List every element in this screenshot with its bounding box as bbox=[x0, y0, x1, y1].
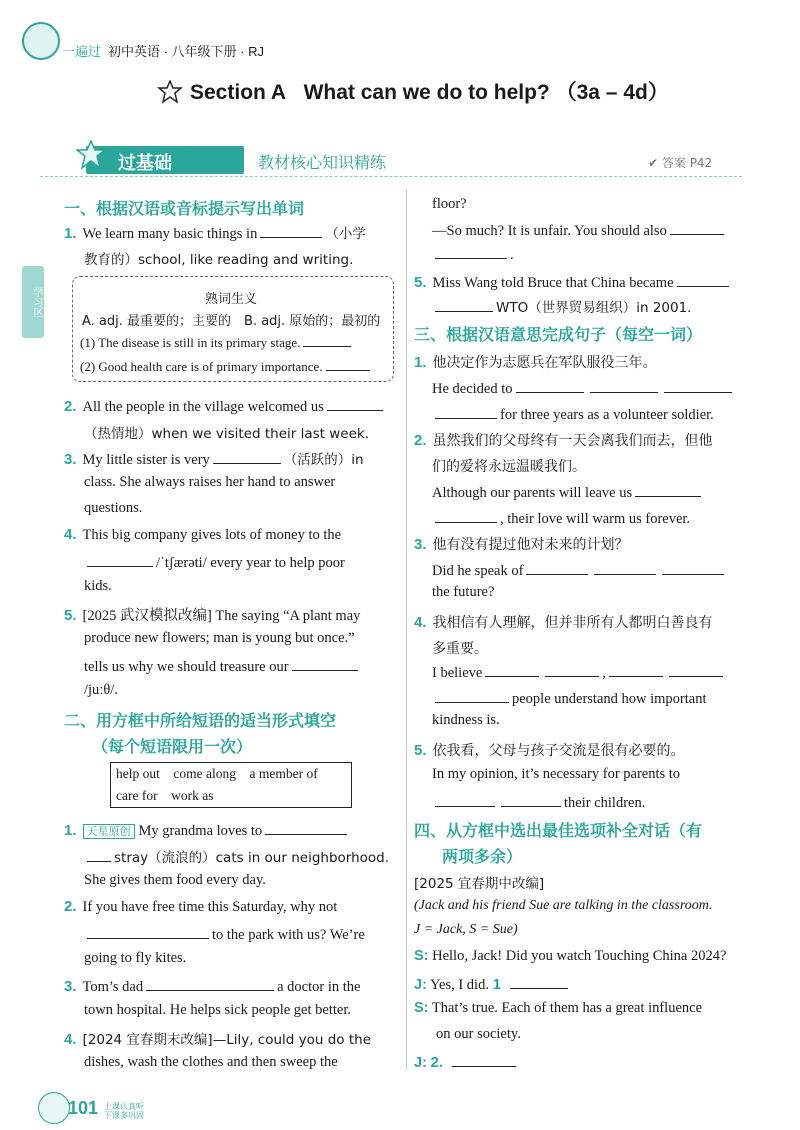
b3-line-1: 3. Tom’s dad a doctor in the bbox=[64, 978, 361, 995]
header-brand: 一遍过 bbox=[62, 44, 102, 59]
c1-line-2: for three years as a volunteer soldier. bbox=[432, 404, 714, 424]
q4-line-2: /ˈtʃærəti/ every year to help poor bbox=[84, 552, 345, 572]
q3-line-1: 3. My little sister is very （活跃的）in bbox=[64, 451, 364, 468]
section-4-title: 四、从方框中选出最佳选项补全对话（有 bbox=[414, 821, 703, 840]
c4-chinese-1: 4. 我相信有人理解，但并非所有人都明白善良有 bbox=[414, 614, 713, 631]
title-badge-icon bbox=[157, 80, 183, 104]
answer-ref: ✔ 答案 P42 bbox=[648, 156, 713, 170]
dialogue-line-4: J: 2. bbox=[414, 1052, 519, 1072]
c1-chinese: 1. 他决定作为志愿兵在军队服役三年。 bbox=[414, 354, 657, 371]
dialogue-line-3: S: That’s true. Each of them has a great influence bbox=[414, 1000, 703, 1016]
banner-subtitle: 教材核心知识精练 bbox=[258, 153, 387, 172]
vocab-definition: A. adj. 最重要的；主要的 B. adj. 原始的；最初的 bbox=[82, 314, 381, 329]
b4-cont-line-2: —So much? It is unfair. You should also bbox=[432, 220, 727, 240]
c3-chinese: 3. 他有没有提过他对未来的计划？ bbox=[414, 536, 629, 553]
q1-line-1: 1. We learn many basic things in （小学 bbox=[64, 225, 366, 242]
b2-line-3: going to fly kites. bbox=[84, 950, 187, 966]
b2-line-2: to the park with us? We’re bbox=[84, 924, 365, 944]
header-logo-icon bbox=[22, 22, 60, 60]
q5-line-2: produce new flowers; man is young but once.” bbox=[84, 630, 355, 646]
c2-chinese-2: 们的爱将永远温暖我们。 bbox=[432, 459, 586, 475]
page-number: 101 bbox=[68, 1098, 99, 1118]
dialogue-source: [2025 宜春期中改编] bbox=[414, 876, 545, 892]
vocab-sentence-1: (1) The disease is still in its primary stage. bbox=[80, 332, 354, 351]
c2-line-2: , their love will warm us forever. bbox=[432, 508, 690, 528]
c1-line-1: He decided to bbox=[432, 378, 735, 398]
banner bbox=[40, 146, 740, 174]
section-4-subtitle: 两项多余） bbox=[442, 847, 523, 866]
header-book: 初中英语 · 八年级下册 · RJ bbox=[108, 44, 264, 59]
q3-line-3: questions. bbox=[84, 500, 143, 516]
vocab-title: 熟词生义 bbox=[205, 292, 258, 307]
q5-line-4: /juːθ/. bbox=[84, 682, 118, 698]
section-2-subtitle: （每个短语限用一次） bbox=[92, 737, 253, 756]
q1-blank[interactable] bbox=[260, 223, 322, 238]
dialogue-line-3b: on our society. bbox=[436, 1026, 521, 1042]
b1-line-3: She gives them food every day. bbox=[84, 872, 266, 888]
b5-line-2: WTO（世界贸易组织）in 2001. bbox=[432, 296, 691, 317]
c4-line-2: people understand how important bbox=[432, 688, 707, 708]
b1-line-2: stray（流浪的）cats in our neighborhood. bbox=[84, 846, 389, 867]
dialogue-line-2: J: Yes, I did. 1 bbox=[414, 974, 571, 994]
c4-line-1: I believe , bbox=[432, 662, 726, 682]
column-divider bbox=[406, 190, 407, 1070]
b4-line-1: 4. [2024 宜春期末改编]—Lily, could you do the bbox=[64, 1031, 372, 1048]
b4-cont-line-3: . bbox=[432, 244, 514, 264]
side-tab: 学习区 bbox=[22, 266, 44, 338]
page-title: Section A What can we do to help? （3a – 4d） bbox=[190, 81, 669, 104]
original-tag: 天星原创 bbox=[83, 824, 135, 839]
footer-note: 上课认真听 下课多巩固 bbox=[104, 1102, 144, 1120]
dialogue-intro-1: (Jack and his friend Sue are talking in the classroom. bbox=[414, 898, 713, 913]
q4-line-3: kids. bbox=[84, 578, 112, 594]
section-1-title: 一、根据汉语或音标提示写出单词 bbox=[64, 199, 305, 218]
phrase-row-2: care for work as bbox=[116, 788, 214, 803]
b5-line-1: 5. Miss Wang told Bruce that China became bbox=[414, 272, 732, 292]
b3-line-2: town hospital. He helps sick people get better. bbox=[84, 1002, 351, 1018]
c5-line-1: In my opinion, it’s necessary for parents to bbox=[432, 766, 681, 782]
vocab-sentence-2: (2) Good health care is of primary importance. bbox=[80, 356, 373, 375]
c3-line-1: Did he speak of bbox=[432, 560, 727, 580]
c5-chinese: 5. 依我看，父母与孩子交流是很有必要的。 bbox=[414, 742, 685, 759]
q2-line-1: 2. All the people in the village welcomed us bbox=[64, 396, 386, 416]
q5-line-1: 5. [2025 武汉模拟改编] The saying “A plant may bbox=[64, 607, 361, 624]
q1-line-2: 教育的）school, like reading and writing. bbox=[84, 252, 354, 268]
banner-tag-label: 过基础 bbox=[118, 153, 172, 173]
dialogue-line-1: S: Hello, Jack! Did you watch Touching China 2024? bbox=[414, 948, 727, 964]
section-2-title: 二、用方框中所给短语的适当形式填空 bbox=[64, 711, 337, 730]
c4-line-3: kindness is. bbox=[432, 712, 500, 728]
q3-line-2: class. She always raises her hand to answer bbox=[84, 474, 336, 490]
banner-rule bbox=[40, 176, 742, 177]
banner-mascot-icon bbox=[76, 140, 106, 170]
b4-line-2: dishes, wash the clothes and then sweep the bbox=[84, 1054, 338, 1070]
c5-line-2: their children. bbox=[432, 792, 645, 812]
phrase-row-1: help out come along a member of bbox=[116, 766, 318, 781]
section-3-title: 三、根据汉语意思完成句子（每空一词） bbox=[414, 325, 703, 344]
c2-chinese-1: 2. 虽然我们的父母终有一天会离我们而去，但他 bbox=[414, 432, 713, 449]
c4-chinese-2: 多重要。 bbox=[432, 641, 488, 657]
dialogue-intro-2: J = Jack, S = Sue) bbox=[414, 922, 518, 937]
q2-line-2: （热情地）when we visited their last week. bbox=[84, 426, 370, 442]
q5-line-3: tells us why we should treasure our bbox=[84, 656, 361, 676]
c3-line-2: the future? bbox=[432, 584, 495, 600]
b4-cont-line-1: floor? bbox=[432, 196, 467, 212]
b1-line-1: 1. 天星原创 My grandma loves to bbox=[64, 820, 350, 840]
b2-line-1: 2. If you have free time this Saturday, why not bbox=[64, 898, 338, 915]
footer-mascot-icon bbox=[38, 1092, 70, 1124]
c2-line-1: Although our parents will leave us bbox=[432, 482, 704, 502]
q4-line-1: 4. This big company gives lots of money to the bbox=[64, 526, 342, 543]
